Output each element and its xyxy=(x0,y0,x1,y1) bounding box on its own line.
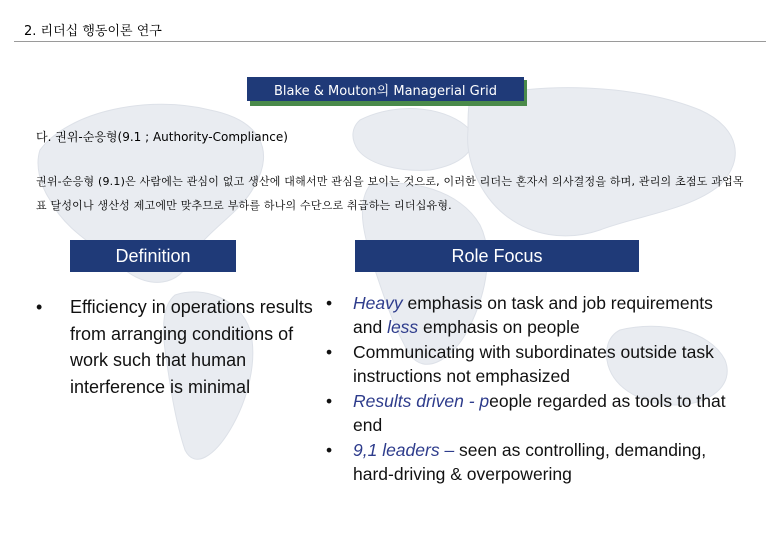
item-text: Communicating with subordinates outside task instructions not emphasized xyxy=(353,342,714,386)
page-header-title: 2. 리더십 행동이론 연구 xyxy=(24,24,162,39)
emphasis-text: Results driven - p xyxy=(353,391,490,411)
role-focus-item xyxy=(326,390,726,437)
role-focus-heading: Role Focus xyxy=(355,240,639,272)
bullet-icon: • xyxy=(326,342,333,362)
item-text: seen as controlling, demanding, hard-driving & overpowering xyxy=(353,440,707,484)
definition-list xyxy=(36,294,316,400)
managerial-grid-label: Blake & Mouton의 Managerial Grid xyxy=(247,77,524,101)
role-focus-item xyxy=(326,292,726,339)
bullet-icon: • xyxy=(326,293,333,313)
bullet-icon: • xyxy=(326,391,333,411)
item-text: emphasis on people xyxy=(418,316,580,337)
emphasis-text: less xyxy=(387,316,419,337)
item-text: emphasis on task and job requirements and xyxy=(353,293,713,337)
section-description: 권위-순응형 (9.1)은 사람에는 관심이 없고 생산에 대해서만 관심을 보이는 것으로, 이러한 리더는 혼자서 의사결정을 하며, 관리의 초점도 과업목표 달성이나 생산성 제고에만 맞추므로 부하를 하나의 수단으로 취급하는 리더십유형. xyxy=(36,175,744,212)
bullet-icon: • xyxy=(326,440,333,460)
definition-text: Efficiency in operations results from arranging conditions of work such that human interference is minimal xyxy=(70,297,313,397)
bullet-icon: • xyxy=(36,297,43,317)
definition-heading: Definition xyxy=(70,240,236,272)
item-text: eople regarded as tools to that end xyxy=(353,391,726,435)
role-focus-list xyxy=(326,292,726,488)
header-divider xyxy=(14,41,766,42)
role-focus-item xyxy=(326,439,726,486)
section-subtitle: 다. 권위-순응형(9.1 ; Authority-Compliance) xyxy=(36,130,288,144)
emphasis-text: Heavy xyxy=(353,293,403,313)
definition-item xyxy=(36,294,316,400)
role-focus-item xyxy=(326,341,726,388)
emphasis-text: 9,1 leaders – xyxy=(353,440,455,460)
